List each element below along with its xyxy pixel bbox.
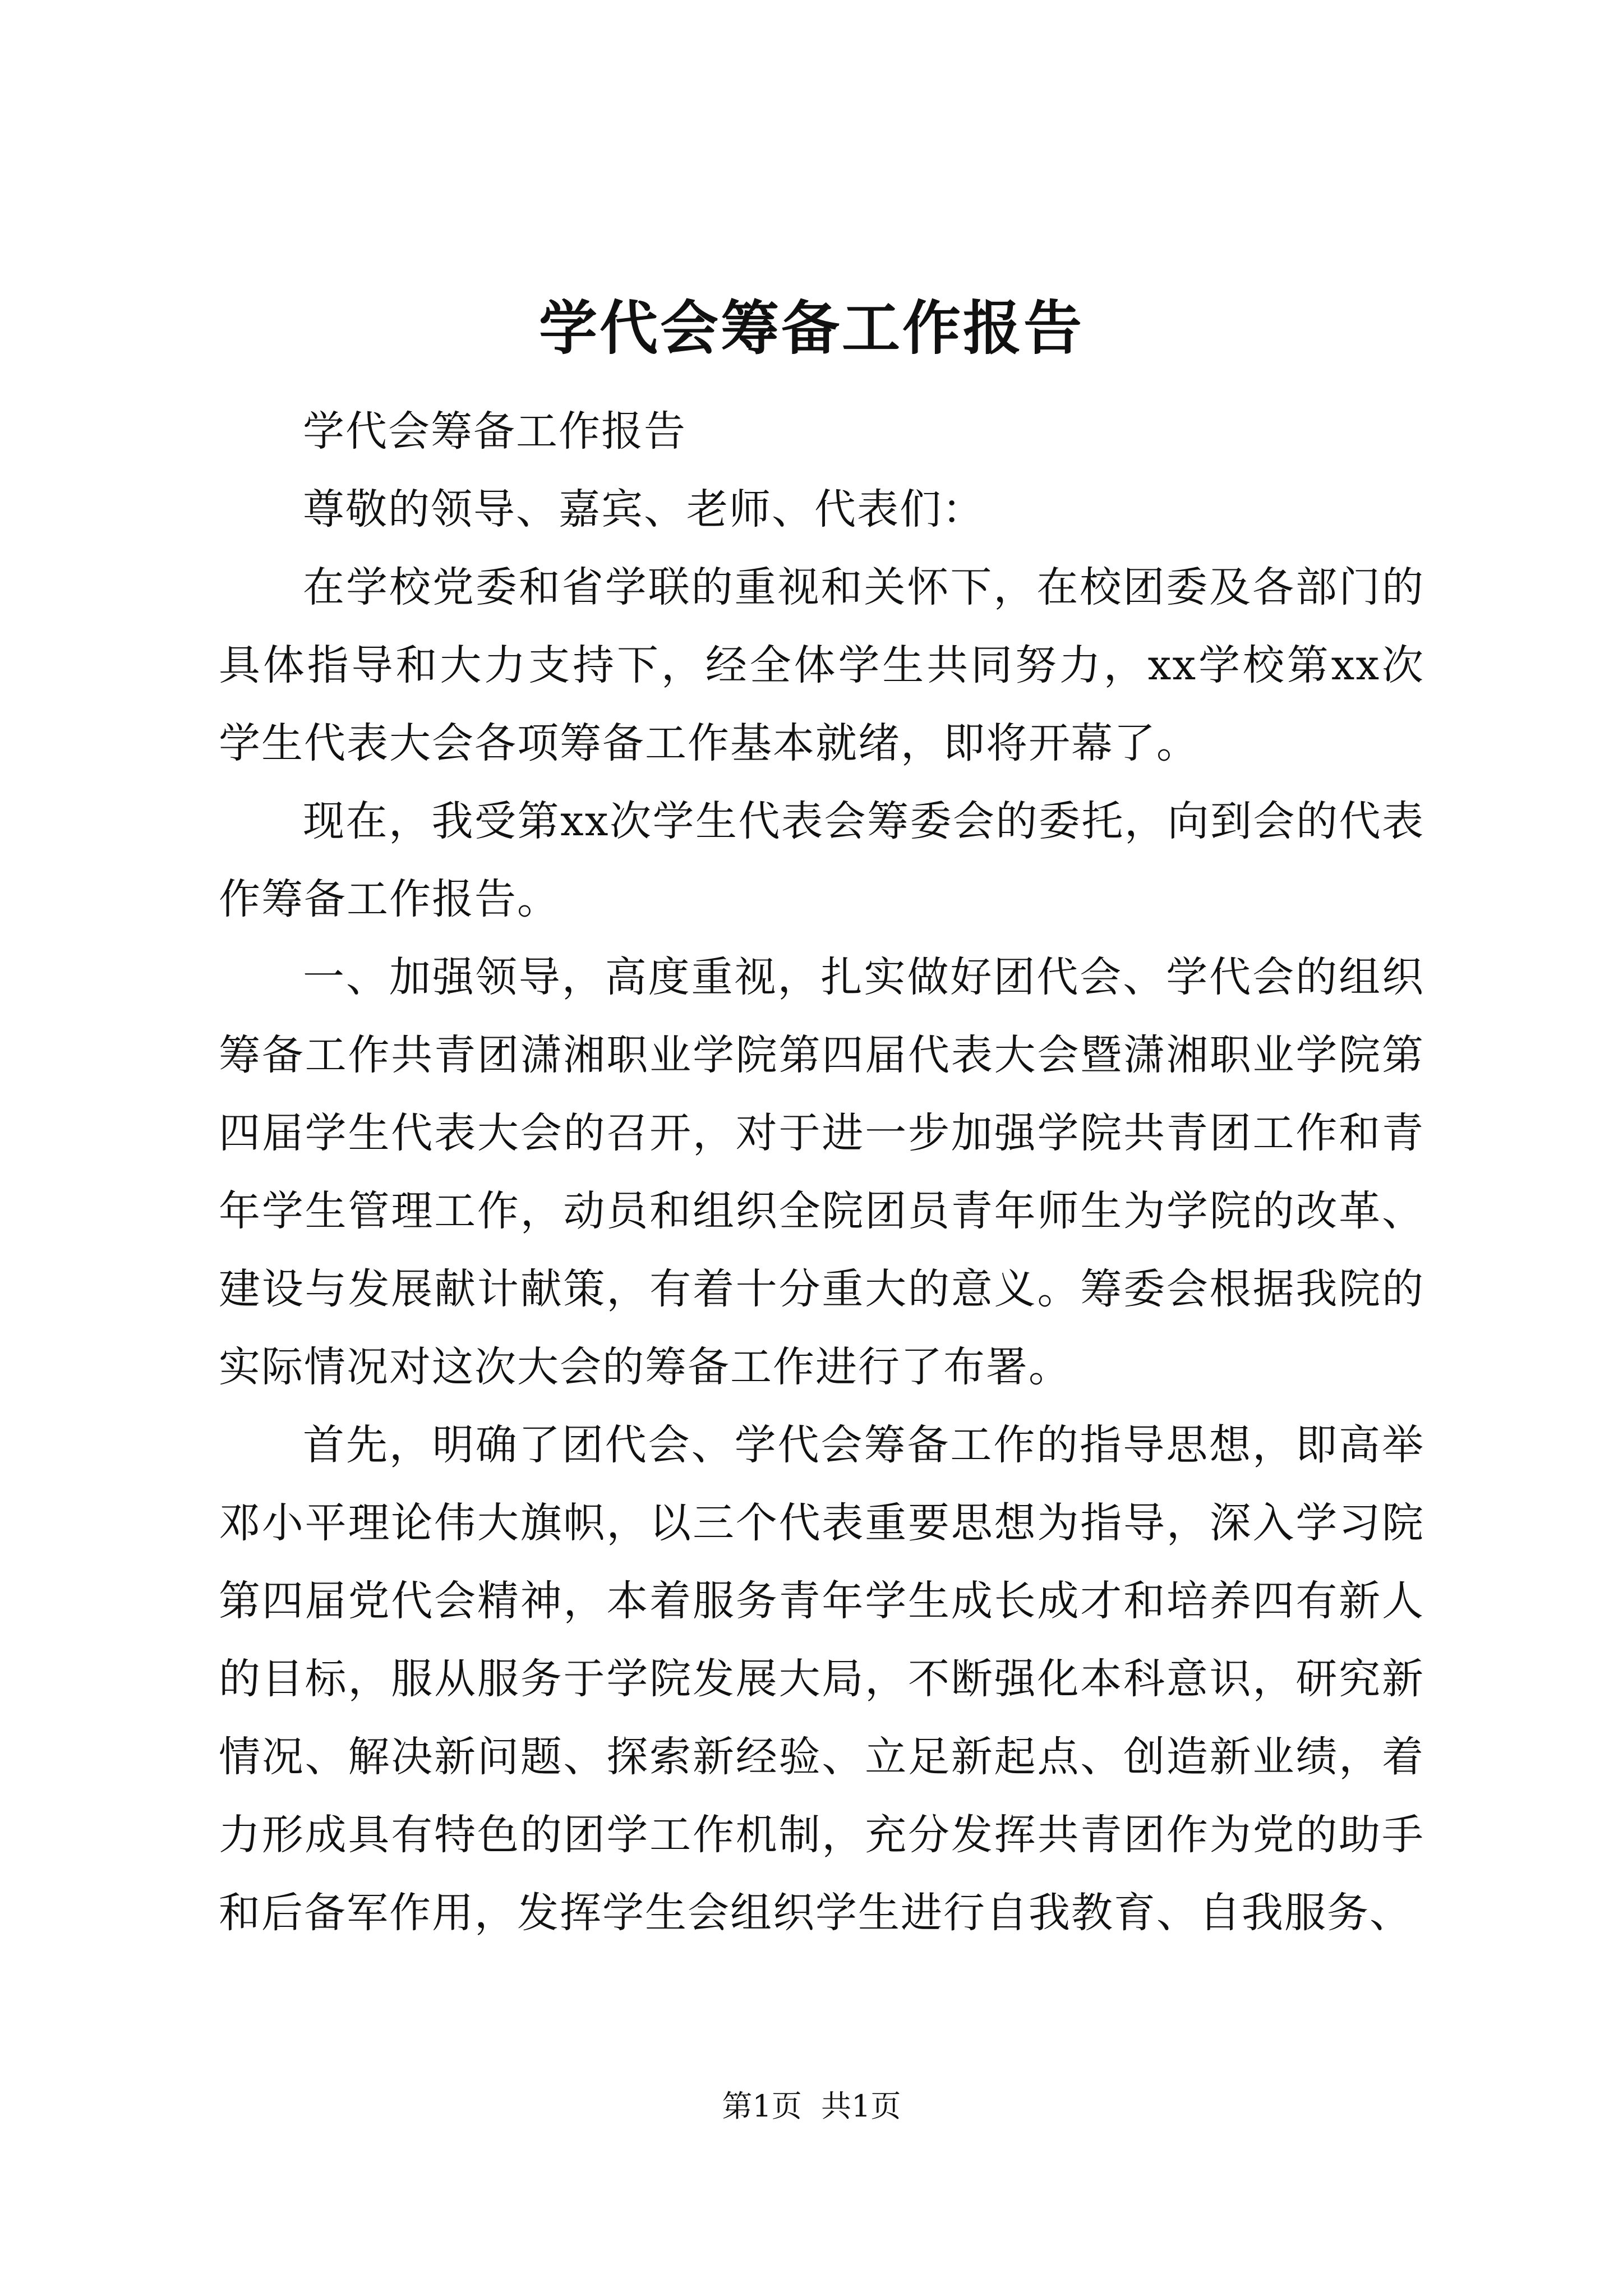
paragraph-heading: 学代会筹备工作报告	[303, 407, 686, 455]
paragraph-commission: 现在，我受第xx次学生代表会筹委会的委托，向到会的代表作筹备工作报告。	[219, 797, 1424, 923]
document-title: 学代会筹备工作报告	[538, 293, 1084, 362]
paragraph-guiding-thought: 首先，明确了团代会、学代会筹备工作的指导思想，即高举邓小平理论伟大旗帜，以三个代表重要思想为指导，深入学习院第四届党代会精神，本着服务青年学生成长成才和培养四有新人的目标，服从服务于学院发展大局，不断强化本科意识，研究新情况、解决新问题、探索新经验、立足新起点、创造新业绩，着力形成具有特色的团学工作机制，充分发挥共青团作为党的助手和后备军作用，发挥学生会组织学生进行自我教育、自我服务、	[219, 1421, 1424, 1937]
paragraph-salutation: 尊敬的领导、嘉宾、老师、代表们：	[303, 485, 985, 533]
paragraph-section-one: 一、加强领导，高度重视，扎实做好团代会、学代会的组织筹备工作共青团潇湘职业学院第四届代表大会暨潇湘职业学院第四届学生代表大会的召开，对于进一步加强学院共青团工作和青年学生管理工作，动员和组织全院团员青年师生为学院的改革、建设与发展献计献策，有着十分重大的意义。筹委会根据我院的实际情况对这次大会的筹备工作进行了布署。	[219, 953, 1424, 1391]
paragraph-intro: 在学校党委和省学联的重视和关怀下，在校团委及各部门的具体指导和大力支持下，经全体学生共同努力，xx学校第xx次学生代表大会各项筹备工作基本就绪，即将开幕了。	[219, 563, 1424, 767]
page-number-label: 第1页 共1页	[722, 2088, 901, 2124]
document-body	[219, 337, 1424, 1952]
page-footer	[0, 2087, 1623, 2126]
